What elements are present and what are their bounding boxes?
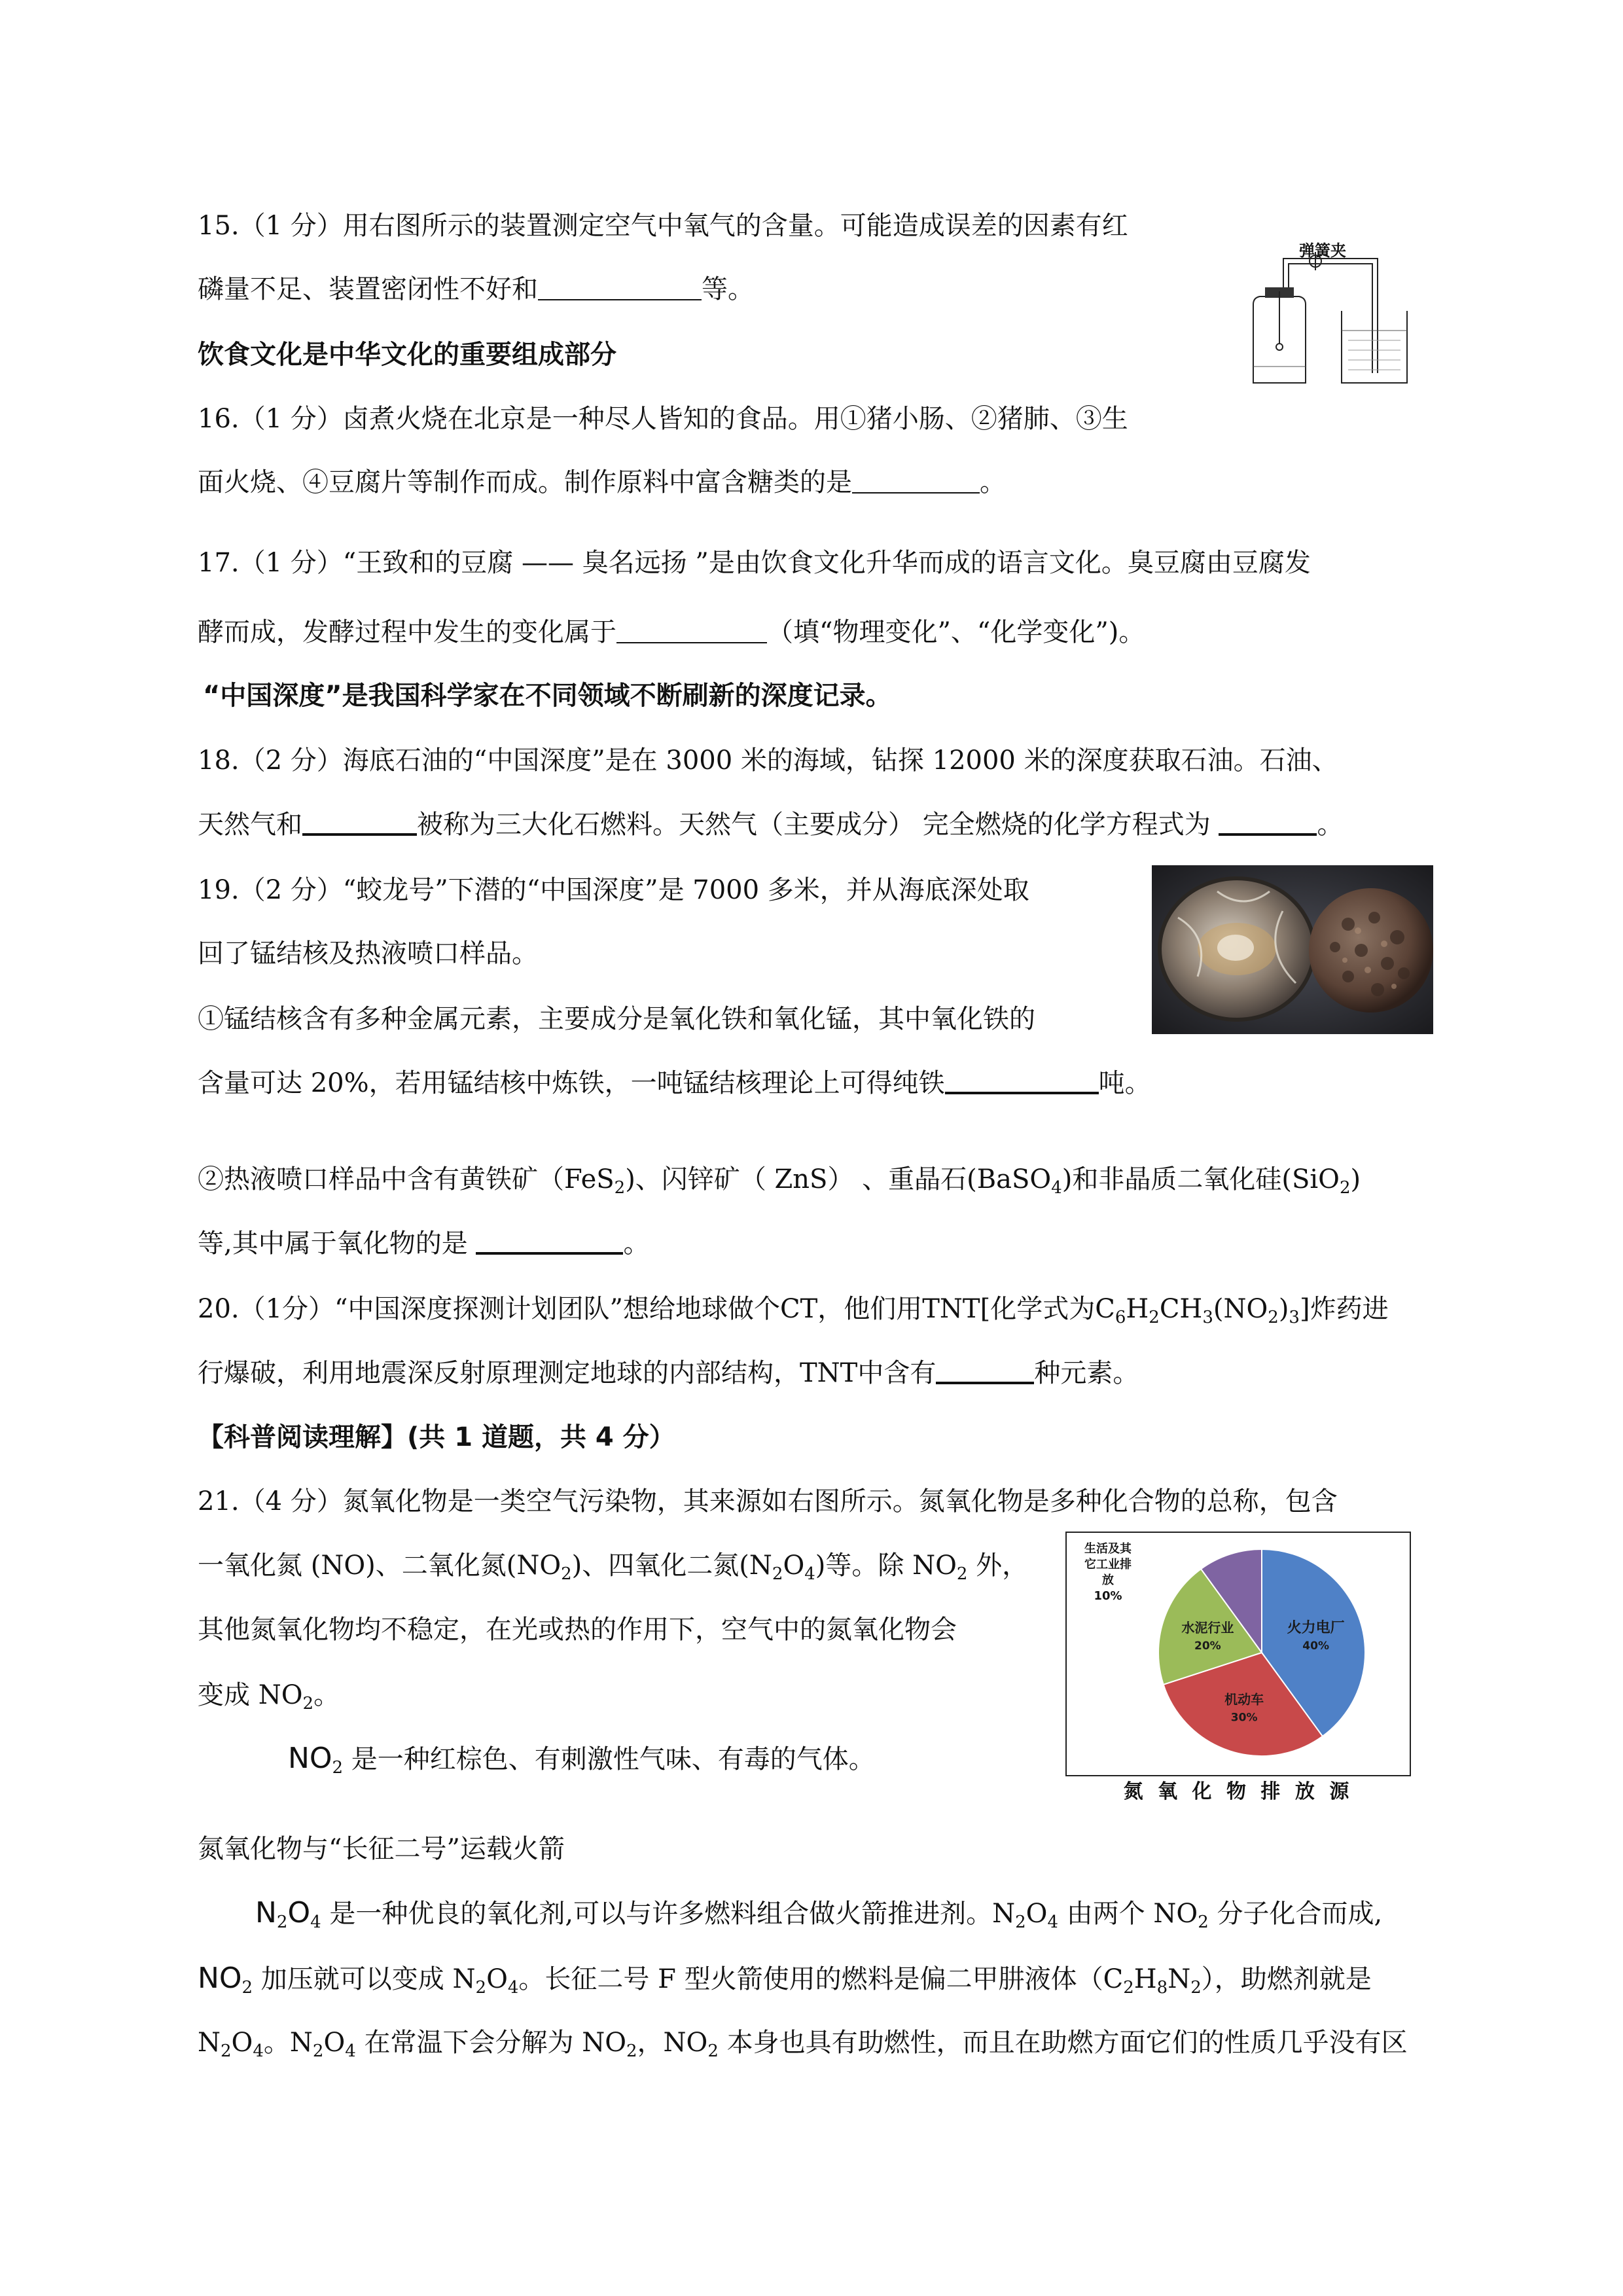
slice-label: 机动车 [1224, 1691, 1264, 1708]
q21-p2-m: ），助燃剂就是 [1201, 1964, 1372, 1994]
outside-label-l3: 放 [1102, 1573, 1114, 1587]
q21-sub-2d: 2 [772, 1564, 783, 1584]
apparatus-figure [1240, 239, 1423, 393]
slice-label: 水泥行业 [1181, 1620, 1234, 1636]
q20-sub-j: 3 [1289, 1308, 1300, 1327]
q15-line1: 15.（1 分）用右图所示的装置测定空气中氧气的含量。可能造成误差的因素有红 [198, 211, 1128, 241]
outside-label-pct: 10% [1094, 1589, 1122, 1603]
q21-p3-l: 2 [707, 2041, 719, 2061]
q21-p3-h: 4 [345, 2041, 356, 2061]
q21-text-2c: )、四氧化二氮(N [571, 1551, 772, 1581]
q21-p2-i: H [1133, 1964, 1157, 1994]
q21-para-line2 [198, 1959, 1372, 1999]
q21-text-2e: O [783, 1551, 805, 1581]
q16-text-a: 面火烧、④豆腐片等制作而成。制作原料中富含糖类的是 [198, 467, 852, 497]
q19-line2: 回了锰结核及热液喷口样品。 [198, 939, 538, 969]
q21-text-4a: 变成 NO [198, 1680, 303, 1710]
q19-line3: ①锰结核含有多种金属元素，主要成分是氧化铁和氧化锰，其中氧化铁的 [198, 1004, 1035, 1034]
q21-p3-m: 本身也具有助燃性，而且在助燃方面它们的性质几乎没有区 [718, 2028, 1408, 2058]
q21-p1-b: 2 [276, 1912, 288, 1932]
q21-p3-b: 2 [221, 2041, 232, 2061]
q17-text-b: （填“物理变化”、“化学变化”)。 [767, 617, 1145, 647]
q19-text-6a: 等,其中属于氧化物的是 [198, 1229, 468, 1259]
q19-text-4a: 含量可达 20%，若用锰结核中炼铁，一吨锰结核理论上可得纯铁 [198, 1068, 945, 1098]
q21-text-5c: 是一种红棕色、有刺激性气味、有毒的气体。 [343, 1744, 875, 1774]
q21-text-2a: 一氧化氮 (NO)、二氧化氮(NO [198, 1551, 562, 1581]
section-food: 饮食文化是中华文化的重要组成部分 [198, 340, 616, 370]
nox-source-figure [1065, 1532, 1411, 1803]
q20-sub-b: 6 [1115, 1308, 1126, 1327]
q18-blank-2[interactable] [1219, 807, 1317, 836]
q21-para-line1 [255, 1893, 1382, 1933]
q19-blank-oxide[interactable] [476, 1226, 623, 1255]
q21-p2-l: 2 [1190, 1978, 1202, 1998]
q21-p3-d: 4 [253, 2041, 264, 2061]
q20-sub-f: 3 [1202, 1308, 1213, 1327]
slice-percent: 30% [1230, 1711, 1258, 1725]
q20-text-a: 20.（1分）“中国深度探测计划团队”想给地球做个CT，他们用TNT[化学式为C [198, 1294, 1115, 1324]
manganese-nodule-photo [1152, 865, 1433, 1034]
q18-text-b: 被称为三大化石燃料。天然气（主要成分） 完全燃烧的化学方程式为 [417, 810, 1211, 840]
section-depth: “中国深度”是我国科学家在不同领域不断刷新的深度记录。 [203, 681, 892, 711]
q21-p2-e: O [486, 1964, 508, 1994]
q16-line1: 16.（1 分）卤煮火烧在北京是一种尽人皆知的食品。用①猪小肠、②猪肺、③生 [198, 404, 1128, 434]
q21-p1-j: 2 [1198, 1912, 1209, 1932]
q20-text-i: ) [1278, 1294, 1289, 1324]
q19-text-5c: )、闪锌矿（ ZnS） 、重晶石(BaSO [625, 1164, 1052, 1194]
q21-sub-2h: 2 [956, 1564, 968, 1584]
q21-text-2i: 外， [967, 1551, 1029, 1581]
q21-p2-f: 4 [507, 1978, 519, 1998]
q19-sub-5f: 2 [1339, 1178, 1351, 1198]
q20-line1 [198, 1289, 1389, 1329]
q21-text-5a: NO [288, 1742, 332, 1775]
q21-p2-a: NO [198, 1962, 242, 1995]
q19-text-5a: ②热液喷口样品中含有黄铁矿（FeS [198, 1164, 615, 1194]
q21-p1-d: 4 [310, 1912, 321, 1932]
apparatus-drawing [1240, 239, 1423, 393]
q21-p3-c: O [231, 2028, 253, 2058]
q19-text-5e: )和非晶质二氧化硅(SiO [1061, 1164, 1340, 1194]
outside-label-l2: 它工业排 [1084, 1558, 1132, 1571]
q18-blank-1[interactable] [302, 807, 417, 836]
q21-p1-c: O [287, 1896, 311, 1929]
nodule-drawing [1152, 865, 1433, 1034]
q20-text-c: H [1126, 1294, 1149, 1324]
q18-text-c: 。 [1317, 810, 1344, 840]
q21-p1-f: 2 [1015, 1912, 1026, 1932]
slice-percent: 20% [1194, 1640, 1221, 1653]
q21-p1-i: 由两个 NO [1058, 1899, 1198, 1929]
q20-text-k: ]炸药进 [1299, 1294, 1389, 1324]
q21-p3-f: 2 [312, 2041, 324, 2061]
q20-line2 [198, 1354, 1139, 1393]
outside-label-l1: 生活及其 [1084, 1542, 1132, 1556]
q19-sub-5b: 2 [614, 1178, 626, 1198]
q21-p1-h: 4 [1047, 1912, 1058, 1932]
q21-p1-a: N [255, 1896, 277, 1929]
q21-p2-k: N [1168, 1964, 1191, 1994]
clamp-label: 弹簧夹 [1299, 242, 1346, 260]
q21-text-2g: )等。除 NO [815, 1551, 957, 1581]
q17-line1: 17.（1 分）“王致和的豆腐 —— 臭名远扬 ”是由饮食文化升华而成的语言文化。臭豆腐由豆腐发 [198, 548, 1311, 578]
q20-text-2a: 行爆破，利用地震深反射原理测定地球的内部结构，TNT中含有 [198, 1358, 936, 1388]
slice-percent: 40% [1302, 1640, 1329, 1653]
outside-label [1072, 1541, 1144, 1604]
q17-line2 [198, 613, 1145, 652]
q20-sub-h: 2 [1268, 1308, 1279, 1327]
q21-p2-b: 2 [241, 1978, 253, 1998]
q21-p2-c: 加压就可以变成 N [253, 1964, 476, 1994]
q18-line2 [198, 805, 1343, 844]
q21-p3-g: O [323, 2028, 346, 2058]
q19-line1: 19.（2 分）“蛟龙号”下潜的“中国深度”是 7000 多米，并从海底深处取 [198, 875, 1029, 905]
q21-p3-k: ，NO [637, 2028, 708, 2058]
q21-line4 [198, 1676, 340, 1715]
q21-p2-j: 8 [1156, 1978, 1168, 1998]
q16-line2 [198, 463, 1006, 502]
q21-p2-d: 2 [475, 1978, 487, 1998]
q15-answer-blank[interactable] [538, 273, 702, 300]
q17-text-a: 酵而成，发酵过程中发生的变化属于 [198, 617, 616, 647]
q21-p1-g: O [1026, 1899, 1048, 1929]
q16-text-b: 。 [980, 467, 1006, 497]
q18-line1: 18.（2 分）海底石油的“中国深度”是在 3000 米的海域，钻探 12000 米的深度获取石油。石油、 [198, 745, 1338, 776]
q21-p2-h: 2 [1123, 1978, 1134, 1998]
q15-text-b: 等。 [702, 274, 754, 304]
q21-sub-4b: 2 [302, 1694, 314, 1713]
q19-text-6b: 。 [623, 1229, 650, 1259]
q20-blank-elements[interactable] [936, 1355, 1034, 1384]
q19-text-4b: 吨。 [1098, 1068, 1151, 1098]
q19-text-5g: ) [1350, 1164, 1361, 1194]
q21-para-line3 [198, 2023, 1408, 2062]
q19-line4 [198, 1064, 1151, 1103]
q18-text-a: 天然气和 [198, 810, 302, 840]
q21-text-4c: 。 [313, 1680, 340, 1710]
q21-p1-e: 是一种优良的氧化剂,可以与许多燃料组合做火箭推进剂。N [321, 1899, 1016, 1929]
q21-subtitle: 氮氧化物与“长征二号”运载火箭 [198, 1834, 565, 1864]
q20-sub-d: 2 [1149, 1308, 1160, 1327]
q19-line6 [198, 1224, 649, 1263]
section-reading: 【科普阅读理解】(共 1 道题，共 4 分） [198, 1422, 675, 1452]
q21-sub-5b: 2 [332, 1758, 344, 1778]
q19-line5 [198, 1160, 1361, 1199]
q19-blank-iron[interactable] [945, 1066, 1099, 1094]
q21-line5 [288, 1739, 875, 1779]
q21-line3: 其他氮氧化物均不稳定，在光或热的作用下，空气中的氮氧化物会 [198, 1615, 957, 1645]
q21-sub-2f: 4 [804, 1564, 815, 1584]
q21-line1: 21.（4 分）氮氧化物是一类空气污染物，其来源如右图所示。氮氧化物是多种化合物的总称，包含 [198, 1486, 1338, 1516]
q21-p1-k: 分子化合而成, [1208, 1899, 1383, 1929]
q21-line2 [198, 1546, 1028, 1585]
q17-answer-blank[interactable] [616, 616, 767, 643]
q21-p2-g: 。长征二号 F 型火箭使用的燃料是偏二甲肼液体（C [518, 1964, 1124, 1994]
q15-line2 [198, 270, 754, 309]
q20-text-2b: 种元素。 [1034, 1358, 1139, 1388]
slice-label: 火力电厂 [1287, 1620, 1345, 1637]
chart-title: 氮 氧 化 物 排 放 源 [1123, 1780, 1353, 1803]
q20-text-e: CH [1159, 1294, 1203, 1324]
q16-answer-blank[interactable] [852, 466, 980, 493]
q21-p3-a: N [198, 2028, 221, 2058]
q21-p3-i: 在常温下会分解为 NO [355, 2028, 627, 2058]
q20-text-g: (NO [1213, 1294, 1268, 1324]
q21-p3-e: 。N [263, 2028, 313, 2058]
q15-text-a: 磷量不足、装置密闭性不好和 [198, 274, 538, 304]
q21-p3-j: 2 [626, 2041, 637, 2061]
q21-sub-2b: 2 [561, 1564, 572, 1584]
q19-sub-5d: 4 [1051, 1178, 1062, 1198]
